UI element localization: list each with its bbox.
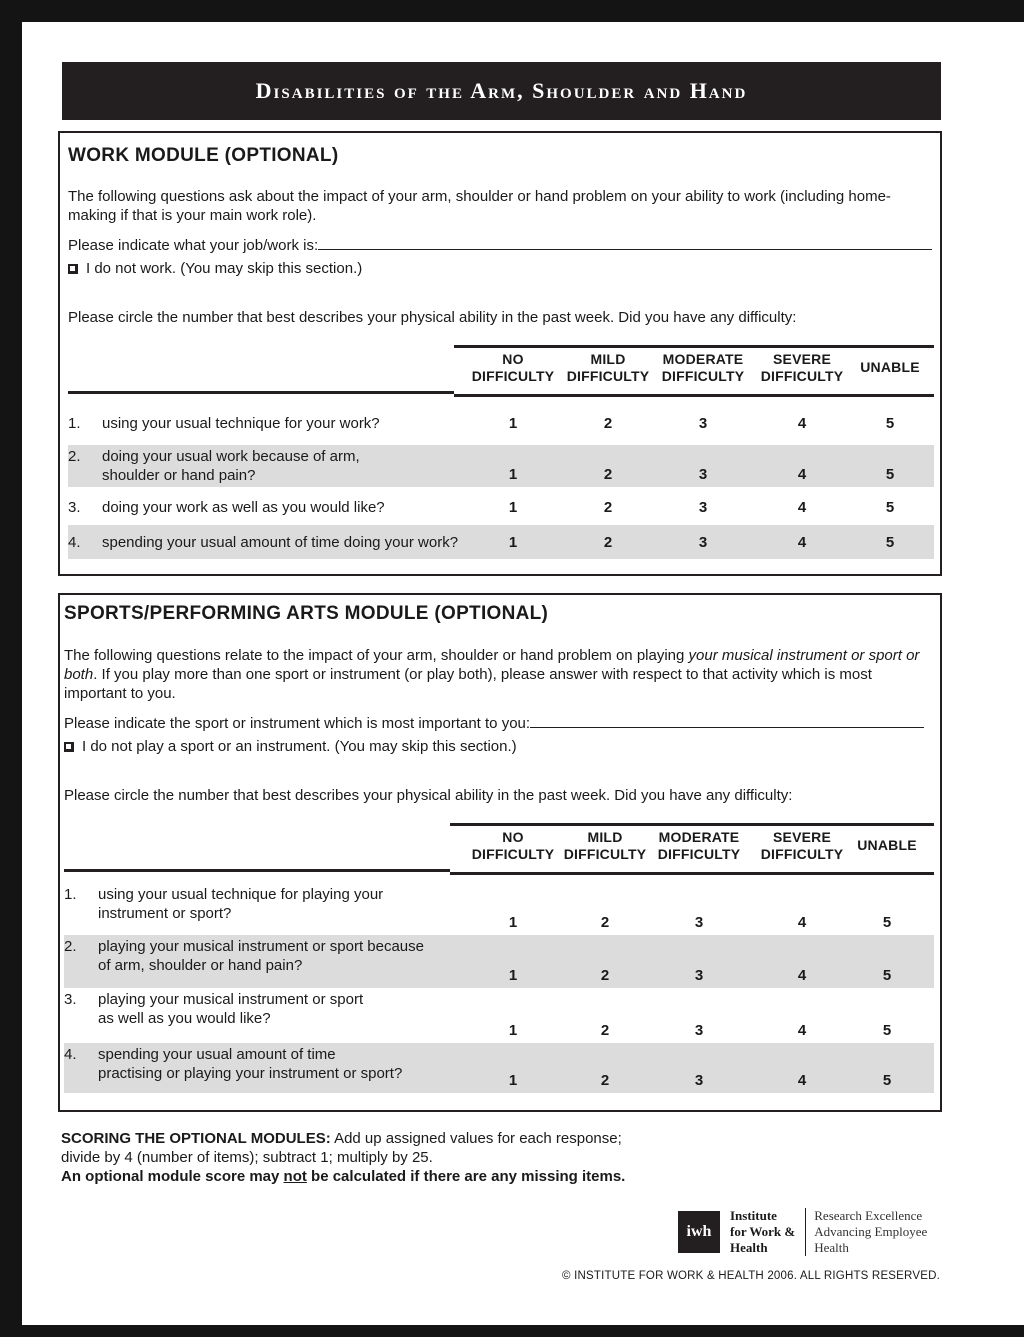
logo-name-line2: for Work & [730,1224,796,1239]
copyright-notice: © INSTITUTE FOR WORK & HEALTH 2006. ALL RIGHTS RESERVED. [562,1270,940,1282]
sports-response-option[interactable]: 5 [882,1072,892,1089]
sports-response-option[interactable]: 3 [694,1072,704,1089]
sports-question-text-line1: using your usual technique for playing your [98,886,384,903]
work-skip-checkbox[interactable] [68,264,78,274]
page [22,22,1024,1325]
scoring-instructions [61,1129,625,1186]
work-response-option[interactable]: 2 [603,415,613,432]
iwh-logo-name [730,1208,806,1256]
sports-response-option[interactable]: 1 [508,1072,518,1089]
work-column-header-line1: MODERATE [662,351,744,367]
work-column-header [840,359,940,376]
work-response-option[interactable]: 2 [603,466,613,483]
sports-question-text [98,937,424,975]
sports-question-row [64,883,934,935]
sports-question-text-line2: instrument or sport? [98,905,232,922]
work-response-option[interactable]: 1 [508,499,518,516]
sports-question-text [98,885,383,923]
work-job-row [68,235,940,255]
work-question-text [102,447,360,485]
work-job-prompt: Please indicate what your job/work is: [68,237,319,254]
scoring-note [61,1167,625,1186]
logo-tag-line2: Advancing Employee [814,1224,928,1239]
work-question-text-line1: doing your usual work because of arm, [102,448,360,465]
work-question-text [102,498,385,517]
work-column-header-line1: MILD [590,351,626,367]
sports-response-option[interactable]: 5 [882,1022,892,1039]
sports-response-option[interactable]: 2 [600,914,610,931]
sports-question-text [98,990,363,1028]
work-skip-row [68,259,362,278]
work-column-header-line2: DIFFICULTY [471,368,555,384]
work-response-option[interactable]: 5 [885,534,895,551]
logo-name-line3: Health [730,1240,768,1255]
work-question-text-line1: spending your usual amount of time doing your work? [102,534,459,551]
sports-response-option[interactable]: 2 [600,967,610,984]
work-column-header-line1: SEVERE [773,351,831,367]
work-column-header [752,351,852,385]
work-question-number: 4. [68,534,81,551]
work-response-option[interactable]: 5 [885,466,895,483]
work-response-option[interactable]: 2 [603,499,613,516]
sports-column-header-line1: UNABLE [857,837,917,853]
scoring-text-line1: Add up assigned values for each response; [330,1130,622,1147]
work-question-text [102,414,380,433]
work-response-option[interactable]: 4 [797,466,807,483]
work-column-header [558,351,658,385]
work-response-option[interactable]: 5 [885,499,895,516]
sports-intro-emphasis: your musical instrument or sport or both [64,647,920,683]
work-question-text [102,533,458,552]
work-response-option[interactable]: 4 [797,415,807,432]
work-module-title: WORK MODULE (OPTIONAL) [68,145,339,166]
work-column-header [463,351,563,385]
work-question-row [68,525,934,559]
sports-column-header [649,829,749,863]
scoring-note-part1: An optional module score may [61,1168,284,1185]
work-response-option[interactable]: 3 [698,466,708,483]
sports-prompt-row [64,713,940,733]
work-question-number: 1. [68,415,81,432]
work-column-header-line2: DIFFICULTY [661,368,745,384]
scoring-text-line2: divide by 4 (number of items); subtract 1; multiply by 25. [61,1149,433,1166]
work-response-option[interactable]: 4 [797,534,807,551]
sports-question-text-line2: as well as you would like? [98,1010,271,1027]
sports-column-header-line2: DIFFICULTY [471,846,555,862]
logo-tag-line3: Health [814,1240,849,1255]
sports-input-line[interactable] [530,713,924,728]
sports-response-option[interactable]: 3 [694,1022,704,1039]
form-banner-title: Disabilities of the Arm, Shoulder and Hand [62,62,941,120]
work-column-header-line2: DIFFICULTY [566,368,650,384]
sports-response-option[interactable]: 3 [694,914,704,931]
sports-response-option[interactable]: 1 [508,1022,518,1039]
work-question-number: 3. [68,499,81,516]
sports-intro [64,646,936,703]
sports-column-header-line2: DIFFICULTY [657,846,741,862]
sports-response-option[interactable]: 1 [508,914,518,931]
sports-skip-checkbox[interactable] [64,742,74,752]
work-header-underline [68,391,454,394]
sports-question-text-line1: playing your musical instrument or sport because [98,938,424,955]
sports-question-row [64,935,934,988]
work-column-header-line2: DIFFICULTY [760,368,844,384]
iwh-logo [678,1208,927,1256]
sports-column-header [463,829,563,863]
sports-question-number: 2. [64,938,77,955]
sports-column-header-line1: MILD [587,829,623,845]
sports-column-header-line2: DIFFICULTY [760,846,844,862]
sports-question-text-line1: spending your usual amount of time [98,1046,336,1063]
work-job-input-line[interactable] [318,235,932,250]
sports-question-text [98,1045,402,1083]
work-column-header [653,351,753,385]
sports-response-option[interactable]: 1 [508,967,518,984]
sports-question-number: 3. [64,991,77,1008]
sports-response-option[interactable]: 3 [694,967,704,984]
sports-response-option[interactable]: 2 [600,1072,610,1089]
work-column-header-line1: UNABLE [860,359,920,375]
work-response-option[interactable]: 1 [508,466,518,483]
sports-column-header-line1: SEVERE [773,829,831,845]
sports-column-header-line2: DIFFICULTY [563,846,647,862]
sports-response-option[interactable]: 4 [797,1072,807,1089]
sports-module [58,593,942,1112]
sports-column-header-line1: MODERATE [658,829,740,845]
sports-response-option[interactable]: 4 [797,1022,807,1039]
sports-intro-part2: . If you play more than one sport or instrument (or play both), please answer with respect to that activity which is most important to you. [64,666,872,702]
logo-tag-line1: Research Excellence [814,1208,923,1223]
work-instruction: Please circle the number that best describes your physical ability in the past week. Did you have any difficulty: [68,309,797,326]
work-module [58,131,942,576]
scoring-note-not: not [283,1168,307,1185]
sports-header-underline [64,869,450,872]
work-column-header-line1: NO [502,351,524,367]
work-question-number: 2. [68,448,81,465]
work-question-text-line2: shoulder or hand pain? [102,467,256,484]
iwh-logo-tagline [814,1208,927,1256]
sports-skip-label: I do not play a sport or an instrument. (You may skip this section.) [82,738,517,755]
work-response-option[interactable]: 3 [698,499,708,516]
work-skip-label: I do not work. (You may skip this section.) [86,260,363,277]
scoring-note-part2: be calculated if there are any missing items. [306,1168,626,1185]
work-question-text-line1: using your usual technique for your work? [102,415,380,432]
sports-question-row [64,1043,934,1093]
sports-question-text-line2: of arm, shoulder or hand pain? [98,957,303,974]
sports-intro-part1: The following questions relate to the impact of your arm, shoulder or hand problem on playing [64,647,689,664]
scoring-label: SCORING THE OPTIONAL MODULES: [61,1130,331,1147]
work-response-option[interactable]: 1 [508,534,518,551]
work-question-row [68,445,934,487]
work-response-option[interactable]: 2 [603,534,613,551]
sports-question-text-line2: practising or playing your instrument or sport? [98,1065,403,1082]
sports-question-number: 1. [64,886,77,903]
work-question-text-line1: doing your work as well as you would like? [102,499,385,516]
iwh-logo-mark: iwh [678,1211,720,1253]
sports-response-option[interactable]: 2 [600,1022,610,1039]
sports-response-option[interactable]: 5 [882,914,892,931]
sports-column-header-line1: NO [502,829,524,845]
work-response-option[interactable]: 5 [885,415,895,432]
work-question-row [68,403,934,443]
sports-question-row [64,988,934,1043]
work-response-option[interactable]: 3 [698,534,708,551]
sports-column-header [555,829,655,863]
sports-question-number: 4. [64,1046,77,1063]
sports-module-title: SPORTS/PERFORMING ARTS MODULE (OPTIONAL) [64,603,549,624]
work-intro: The following questions ask about the impact of your arm, shoulder or hand problem on your ability to work (including home-making if that is your main work role). [68,188,891,224]
work-question-row [68,489,934,525]
sports-response-option[interactable]: 5 [882,967,892,984]
sports-skip-row [64,737,517,756]
work-response-option[interactable]: 3 [698,415,708,432]
sports-column-header [837,837,937,854]
sports-response-option[interactable]: 4 [797,914,807,931]
sports-question-text-line1: playing your musical instrument or sport [98,991,364,1008]
sports-response-option[interactable]: 4 [797,967,807,984]
sports-prompt: Please indicate the sport or instrument which is most important to you: [64,715,531,732]
logo-name-line1: Institute [730,1208,777,1223]
sports-instruction: Please circle the number that best describes your physical ability in the past week. Did you have any difficulty: [64,787,793,804]
work-response-option[interactable]: 1 [508,415,518,432]
work-response-option[interactable]: 4 [797,499,807,516]
